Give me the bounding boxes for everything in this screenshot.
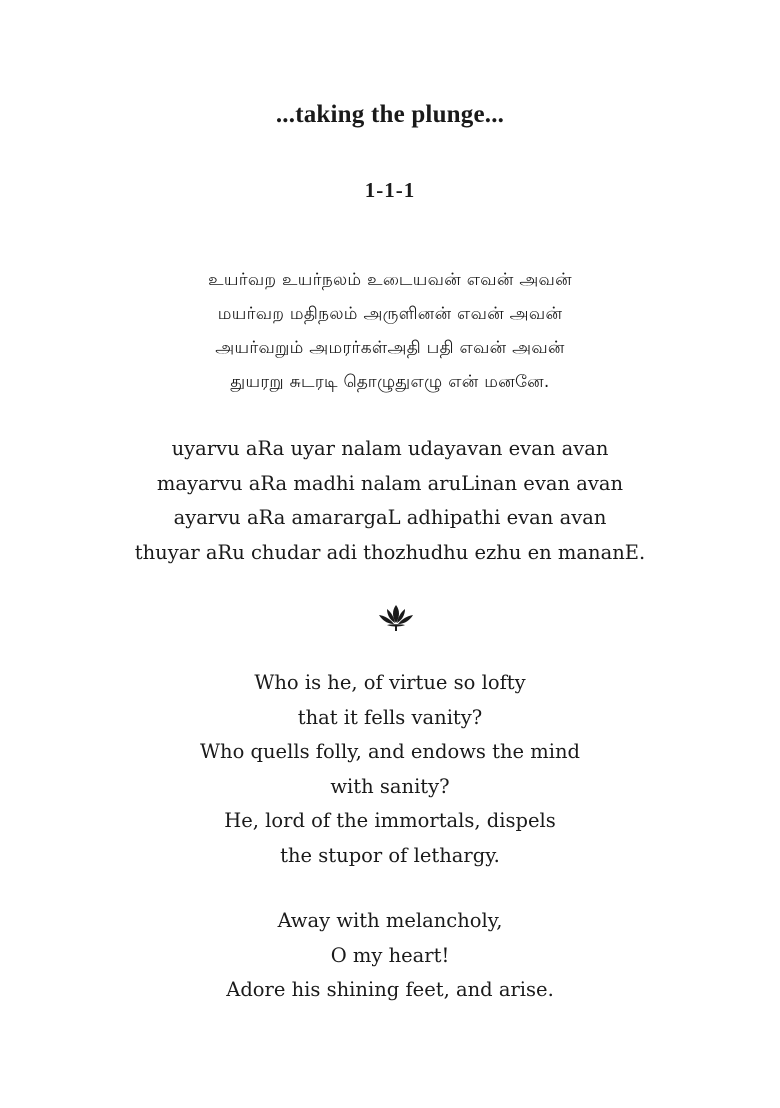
transliteration-line: thuyar aRu chudar adi thozhudhu ezhu en mananE. xyxy=(134,540,646,564)
lotus-ornament-icon xyxy=(378,603,414,631)
translation-line: Who quells folly, and endows the mind xyxy=(199,740,581,763)
transliteration-line: ayarvu aRa amarargaL adhipathi evan avan xyxy=(173,506,607,529)
translation-line: the stupor of lethargy. xyxy=(280,843,500,867)
translation-stanza-1 xyxy=(0,666,780,873)
transliteration-verse xyxy=(0,432,780,570)
verse-number: 1-1-1 xyxy=(364,178,416,202)
tamil-line: அயர்வறும் அமரர்கள்அதி பதி எவன் அவன் xyxy=(215,338,565,358)
transliteration-line: uyarvu aRa uyar nalam udayavan evan avan xyxy=(171,437,609,460)
page-title: ...taking the plunge... xyxy=(275,101,505,128)
translation-stanza-2 xyxy=(0,904,780,1008)
tamil-line: துயரறு சுடரடி தொழுதுஎழு என் மனனே. xyxy=(230,372,550,392)
transliteration-line: mayarvu aRa madhi nalam aruLinan evan avan xyxy=(156,471,624,495)
tamil-line: மயர்வற மதிநலம் அருளினன் எவன் அவன் xyxy=(217,304,563,324)
translation-line: O my heart! xyxy=(330,943,450,967)
translation-line: with sanity? xyxy=(330,774,450,798)
tamil-line: உயர்வற உயர்நலம் உடையவன் எவன் அவன் xyxy=(208,270,572,290)
translation-line: that it fells vanity? xyxy=(297,705,483,729)
translation-line: Away with melancholy, xyxy=(277,909,503,932)
translation-line: He, lord of the immortals, dispels xyxy=(224,809,556,832)
translation-line: Adore his shining feet, and arise. xyxy=(226,978,554,1001)
translation-line: Who is he, of virtue so lofty xyxy=(254,671,526,694)
tamil-verse xyxy=(0,263,780,399)
